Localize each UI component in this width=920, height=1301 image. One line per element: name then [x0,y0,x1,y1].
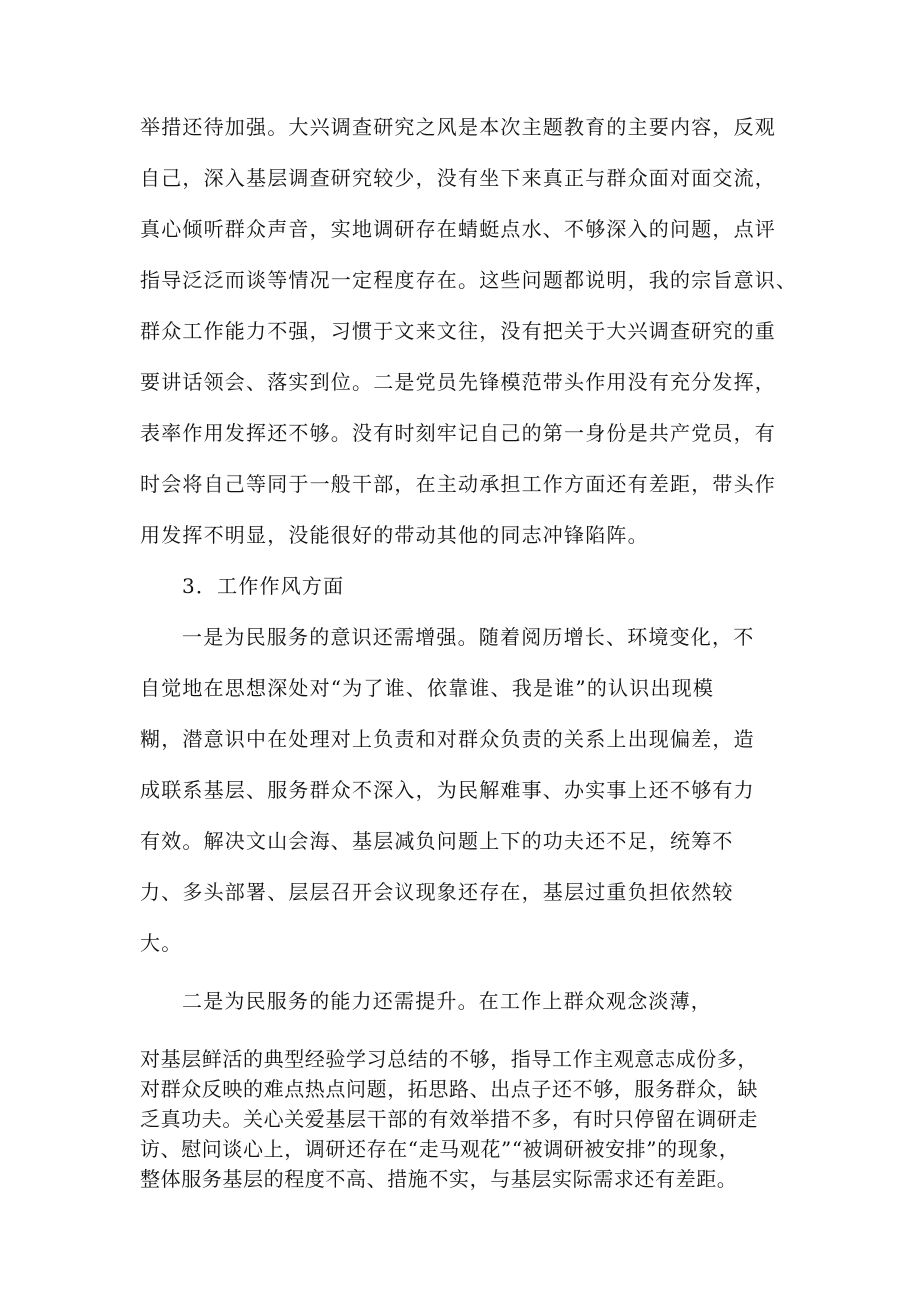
paragraph-line: 成联系基层、服务群众不深入，为民解难事、办实事上还不够有力 [140,778,755,802]
paragraph-line: 举措还待加强。大兴调查研究之风是本次主题教育的主要内容，反观 [140,115,776,139]
paragraph-line: 对群众反映的难点热点问题，拓思路、出点子还不够，服务群众，缺 [140,1077,758,1101]
paragraph-line: 用发挥不明显，没能很好的带动其他的同志冲锋陷阵。 [140,523,649,547]
paragraph-line: 表率作用发挥还不够。没有时刻牢记自己的第一身份是共产党员，有 [140,421,776,445]
paragraph-line: 指导泛泛而谈等情况一定程度存在。这些问题都说明，我的宗旨意识、 [140,268,798,292]
paragraph-line: 一是为民服务的意识还需增强。随着阅历增长、环境变化，不 [182,625,755,649]
paragraph-line: 大。 [140,931,183,955]
paragraph-line: 力、多头部署、层层召开会议现象还存在，基层过重负担依然较 [140,880,734,904]
paragraph-line: 自己，深入基层调查研究较少，没有坐下来真正与群众面对面交流， [140,166,776,190]
section-heading: 3．工作作风方面 [182,574,345,598]
paragraph-line: 时会将自己等同于一般干部，在主动承担工作方面还有差距，带头作 [140,472,776,496]
paragraph-line: 有效。解决文山会海、基层减负问题上下的功夫还不足，统筹不 [140,829,734,853]
paragraph-line: 对基层鲜活的典型经验学习总结的不够，指导工作主观意志成份多， [140,1047,758,1071]
paragraph-line: 真心倾听群众声音，实地调研存在蜻蜓点水、不够深入的问题，点评 [140,217,776,241]
paragraph-line: 乏真功夫。关心关爱基层干部的有效举措不多，有时只停留在调研走 [140,1107,758,1131]
paragraph-line: 群众工作能力不强，习惯于文来文往，没有把关于大兴调查研究的重 [140,319,776,343]
paragraph-line: 自觉地在思想深处对“为了谁、依靠谁、我是谁”的认识出现模 [140,676,715,700]
paragraph-line: 访、慰问谈心上，调研还存在“走马观花”“被调研被安排”的现象， [140,1137,740,1161]
paragraph-line: 糊，潜意识中在处理对上负责和对群众负责的关系上出现偏差，造 [140,727,755,751]
paragraph-line: 要讲话领会、落实到位。二是党员先锋模范带头作用没有充分发挥， [140,370,776,394]
paragraph-line: 二是为民服务的能力还需提升。在工作上群众观念淡薄， [182,989,712,1013]
paragraph-line: 整体服务基层的程度不高、措施不实，与基层实际需求还有差距。 [140,1167,738,1191]
